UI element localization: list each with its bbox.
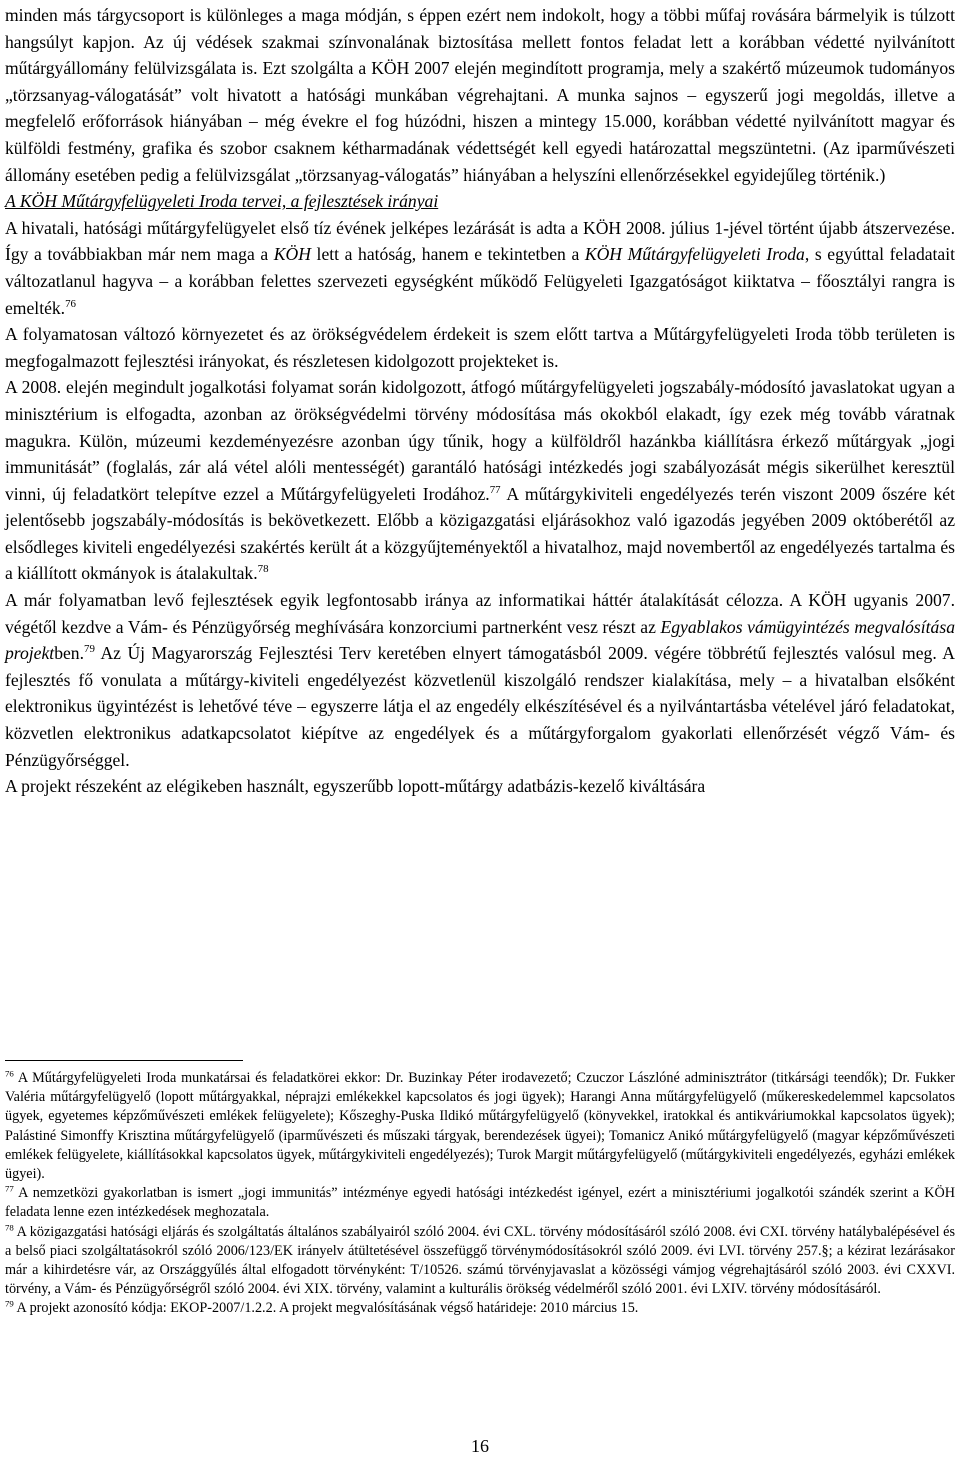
text-run: ben. [54, 643, 84, 664]
footnote-ref-79: 79 [84, 643, 95, 656]
paragraph-legislation [5, 374, 955, 587]
footnote-79 [5, 1299, 955, 1318]
footnote-number: 79 [5, 1298, 14, 1309]
footnote-number: 77 [5, 1183, 14, 1194]
footnote-separator [5, 1060, 243, 1061]
footnote-ref-76: 76 [65, 297, 76, 310]
footnote-76 [5, 1069, 955, 1184]
emphasis-koh: KÖH [273, 244, 311, 265]
paragraph-reorganization [5, 215, 955, 321]
emphasis-office-name: KÖH Műtárgyfelügyeleti Iroda [584, 244, 805, 265]
text-run: A műtárgykiviteli engedélyezés terén viszont 2009 őszére két jelentősebb jogszabály-módosítás is bekövetkezett. Előbb a közigazgatási eljárásokhoz való igazodás jegyében 2009 októberétől az elsődleges kiviteli engedélyezési szakértés került át a közgyűjteményektől a hivatalhoz, majd novembertől az engedélyezés tartalma és a kiállított okmányok is átalakultak. [5, 483, 956, 584]
footnote-text: A nemzetközi gyakorlatban is ismert „jogi immunitás” intézménye egyedi hatósági intézkedést igényel, ezért a minisztériumi jogalkotói szándék szerint a KÖH feladata lenne ezen intézkedések meghozatala. [5, 1185, 955, 1221]
footnote-text: A közigazgatási hatósági eljárás és szolgáltatás általános szabályairól szóló 2004. évi CXL. törvény módosításáról szóló 2008. évi CXI. törvény hatálybalépésével és a belső piaci szolgáltatásokról szóló 2006/123/EK irányelv átültetésével összefüggő törvénymódosításokról szóló 2009. évi LVI. törvény 257.§; a kézirat lezárásakor már a kihirdetésre vár, az Országgyűlés által elfogadott törvényként: T/10526. számú törvényjavaslat a közösségi vámjog végrehajtásáról szóló 2003. évi CXXVI. törvény, a Vám- és Pénzügyőrségről szóló 2004. évi XIX. törvény, valamint a kulturális örökség védelméről szóló 2001. évi LXIV. törvény módosításáról. [5, 1223, 955, 1298]
paragraph-project-part: A projekt részeként az elégikeben használt, egyszerűbb lopott-műtárgy adatbázis-kezelő kiváltására [5, 776, 706, 797]
paragraph-development-directions: A folyamatosan változó környezetet és az örökségvédelem érdekeit is szem előtt tartva a Műtárgyfelügyeleti Iroda több területen is megfogalmazott fejlesztési irányokat, és részletesen kidolgozott projekteket is. [5, 324, 955, 371]
main-text [5, 2, 955, 800]
footnote-ref-77: 77 [489, 483, 501, 496]
footnote-78 [5, 1223, 955, 1300]
footnotes [5, 1060, 955, 1319]
emphasis-project-name: Egyablakos vámügyintézés megvalósítása projekt [5, 616, 955, 664]
footnote-number: 78 [5, 1221, 14, 1232]
text-run: , s egyúttal feladatait változatlanul hagyva – a korábban felettes szervezeti egységként működő Felügyeleti Igazgatóságot kiiktatva – főosztályi rangra is emelték. [5, 244, 956, 318]
footnote-number: 76 [5, 1068, 14, 1079]
footnote-77 [5, 1184, 955, 1222]
page-number: 16 [471, 1436, 489, 1456]
footnote-text: A projekt azonosító kódja: EKOP-2007/1.2.2. A projekt megvalósításának végső határideje: 2010 március 15. [13, 1300, 639, 1317]
footnote-text: A Műtárgyfelügyeleti Iroda munkatársai és feladatkörei ekkor: Dr. Buzinkay Péter irodavezető; Czuczor Lászlóné adminisztrátor (titkársági teendők); Dr. Fukker Valéria műtárgyfelügyelő (lopott műtárgyakkal, néprajzi emlékekkel kapcsolatos és jogi ügyek); Harangi Anna műtárgyfelügyelő (műkereskedelemmel kapcsolatos ügyek, egyetemes képzőművészeti emlékek felügyelete); Kőszeghy-Puska Ildikó műtárgyfelügyelő (könyvekkel, iratokkal és antikváriumokkal kapcsolatos ügyek); Palástiné Simonffy Krisztina műtárgyfelügyelő (iparművészeti és műszaki tárgyak, berendezések ügyei); Tomanicz Anikó műtárgyfelügyelő (magyar képzőművészeti emlékek felügyelete, kiállításokkal kapcsolatos ügyek, műtárgykiviteli engedélyezés); Turok Margit műtárgyfelügyelő (műtárgykiviteli engedélyezés, egyházi emlékek ügyei). [5, 1070, 955, 1183]
text-run: A már folyamatban levő fejlesztések egyik legfontosabb iránya az informatikai háttér átalakítását célozza. A KÖH ugyanis 2007. végétől kezdve a Vám- és Pénzügyőrség meghívására konzorciumi partnerként vesz részt az [5, 590, 955, 637]
text-run: Az Új Magyarország Fejlesztési Terv keretében elnyert támogatásból 2009. végére többrétű fejlesztés valósul meg. A fejlesztés fő vonulata a műtárgy-kiviteli engedélyezést közvetlenül kiszolgáló rendszer kialakítása, mely – a hivatalban elsőként elektronikus ügyintézést is lehetővé téve – egyszerre látja el az engedély elkészítésével és a nyilvántartásba vételével járó feladatokat, közvetlen elektronikus adatkapcsolatot kiépítve az engedélyek és a műtárgyforgalom gyakorlati ellenőrzését végző Vám- és Pénzügyőrséggel. [5, 643, 955, 770]
section-heading: A KÖH Műtárgyfelügyeleti Iroda tervei, a fejlesztések irányai [5, 191, 439, 212]
text-run: lett a hatóság, hanem e tekintetben a [310, 244, 585, 265]
text-run: A hivatali, hatósági műtárgyfelügyelet első tíz évének jelképes lezárását is adta a KÖH 2008. július 1-jével történt újabb átszervezése. Így a továbbiakban már nem maga a [5, 217, 955, 265]
paragraph-informatics [5, 587, 955, 773]
footnote-ref-78: 78 [257, 563, 269, 576]
text-run: A 2008. elején megindult jogalkotási folyamat során kidolgozott, átfogó műtárgyfelügyeleti jogszabály-módosító javaslatokat ugyan a minisztérium is elfogadta, azonban az örökségvédelmi törvény módosítása más okokból elakadt, így ezek még tovább váratnak magukra. Külön, múzeumi kezdeményezésre azonban úgy tűnik, hogy a külföldről hazánkba kiállításra érkező műtárgyak „jogi immunitását” (foglalás, zár alá vétel alóli mentességét) garantáló hatósági intézkedés jogi szabályozását mégis sikerülhet keresztül vinni, új feladatkört telepítve ezzel a Műtárgyfelügyeleti Irodához. [5, 377, 955, 504]
paragraph-continuation: minden más tárgycsoport is különleges a maga módján, s éppen ezért nem indokolt, hogy a többi műfaj rovására bármelyik is túlzott hangsúlyt kapjon. Az új védések szakmai színvonalának biztosítása mellett fontos feladat lett a korábban védetté nyilvánított műtárgyállomány felülvizsgálata is. Ezt szolgálta a KÖH 2007 elején megindított programja, mely a szakértő múzeumok tudományos „törzsanyag-válogatását” volt hivatott a hatósági munkában végrehajtani. A munka sajnos – egyszerű jogi megoldás, illetve a megfelelő erőforrások hiányában – még évekre el fog húzódni, hiszen a mintegy 15.000, korábban védetté nyilvánított magyar és külföldi festmény, grafika és szobor csaknem kétharmadának védettségét kell egyedi határozattal megszüntetni. (Az iparművészeti állomány esetében pedig a felülvizsgálat „törzsanyag-válogatás” hiányában a helyszíni ellenőrzésekkel egyidejűleg történik.) [5, 5, 955, 185]
